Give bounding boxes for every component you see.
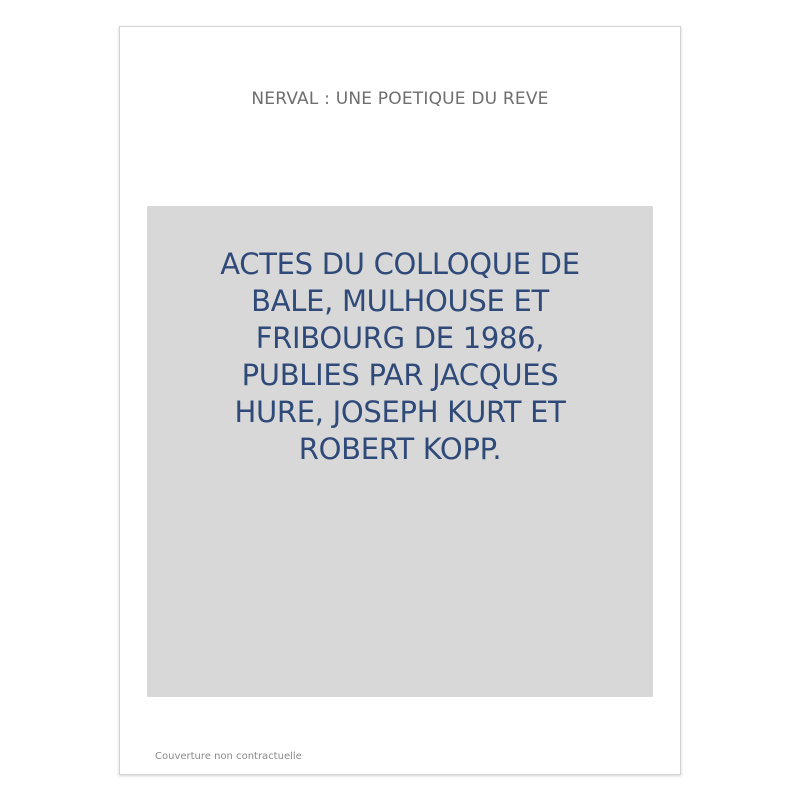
cover-panel — [147, 206, 653, 697]
cover-disclaimer: Couverture non contractuelle — [155, 751, 302, 762]
subtitle-line: ACTES DU COLLOQUE DE — [220, 247, 580, 281]
cover-title: NERVAL : UNE POETIQUE DU REVE — [251, 89, 549, 109]
cover-subtitle — [147, 246, 653, 468]
book-cover — [119, 26, 681, 775]
subtitle-line: ROBERT KOPP. — [298, 432, 502, 466]
subtitle-line: FRIBOURG DE 1986, — [255, 321, 545, 355]
subtitle-line: HURE, JOSEPH KURT ET — [234, 395, 566, 429]
subtitle-line: BALE, MULHOUSE ET — [251, 284, 549, 318]
subtitle-line: PUBLIES PAR JACQUES — [241, 358, 559, 392]
